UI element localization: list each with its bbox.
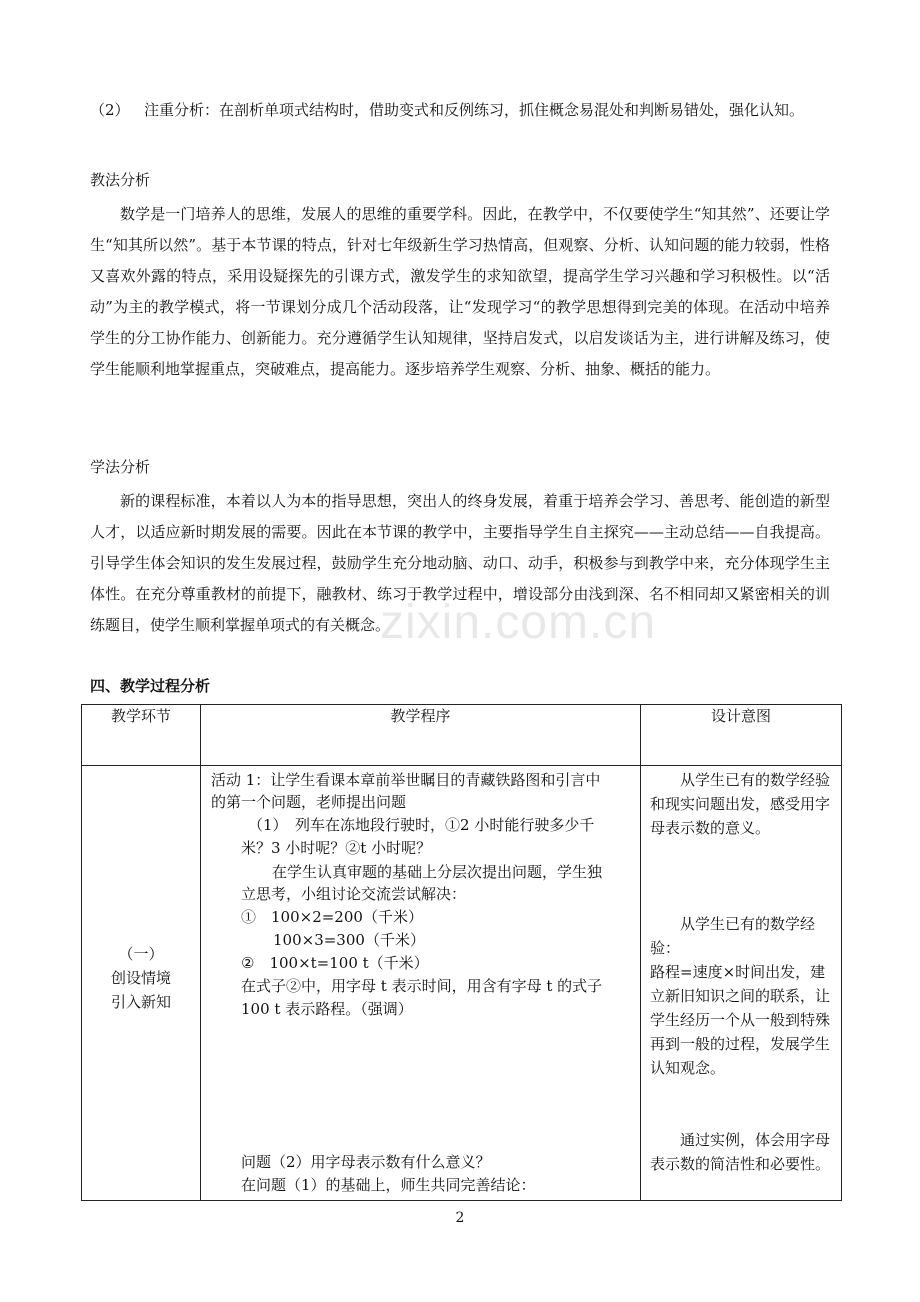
header-intent: 设计意图 [641,705,842,766]
teaching-method-heading: 教法分析 [90,171,151,189]
section-4-heading: 四、教学过程分析 [90,677,211,695]
program-line: ① 100×2=200（千米） [241,908,423,926]
intent-paragraph-2-lead: 从学生已有的数学经验： [650,915,816,957]
watermark: zixin.com.cn [380,596,657,649]
stage-label [82,942,200,1014]
program-cell [201,766,640,1200]
learning-method-paragraph: 新的课程标准，本着以人为本的指导思想，突出人的终身发展，着重于培养会学习、善思考、能创造的新型人才，以适应新时期发展的需要。因此在本节课的教学中，主要指导学生自主探究——主动总结——自我提高。引导学生体会知识的发生发展过程，鼓励学生充分地动脑、动口、动手，积极参与到教学中来，充分体现学生主体性。在充分尊重教材的前提下，融教材、练习于教学过程中，增设部分由浅到深、名不相同却又紧密相关的训练题目，使学生顺利掌握单项式的有关概念。 [90,492,830,634]
program-line: 问题（2）用字母表示数有什么意义？ [241,1153,491,1171]
page-number: 2 [455,1210,465,1226]
program-line: 100 t 表示路程。（强调） [241,1000,413,1018]
program-line: 的第一个问题，老师提出问题 [211,793,407,811]
program-line: 立思考，小组讨论交流尝试解决： [241,885,467,903]
stage-title-line-2: 引入新知 [110,993,171,1011]
program-line: 100×3=300（千米） [273,931,425,949]
program-line: 在学生认真审题的基础上分层次提出问题，学生独 [272,863,603,881]
table-row [82,766,842,1201]
header-program: 教学程序 [201,705,641,766]
stage-title-line-1: 创设情境 [110,969,171,987]
table-header-row [82,705,842,766]
intent-paragraph-2: 路程=速度×时间出发，建立新旧知识之间的联系，让学生经历一个从一般到特殊再到一般的过程，发展学生认知观念。 [650,963,831,1077]
program-line: ② 100×t=100 t（千米） [241,954,429,972]
teaching-process-table [81,704,842,1201]
program-line: 米？3 小时呢？②t 小时呢？ [241,839,432,857]
item-text: 注重分析：在剖析单项式结构时，借助变式和反例练习，抓住概念易混处和判断易错处，强化认知。 [144,101,805,119]
intent-paragraph-3: 通过实例，体会用字母表示数的简洁性和必要性。 [650,1131,831,1173]
stage-cell [82,766,200,1200]
teaching-method-paragraph: 数学是一门培养人的思维，发展人的思维的重要学科。因此，在教学中，不仅要使学生“知其然”、还要让学生“知其所以然”。基于本节课的特点，针对七年级新生学习热情高，但观察、分析、认知问题的能力较弱，性格又喜欢外露的特点，采用设疑探先的引课方式，激发学生的求知欲望，提高学生学习兴趣和学习积极性。以“活动”为主的教学模式，将一节课划分成几个活动段落，让“发现学习“的教学思想得到完美的体现。在活动中培养学生的分工协作能力、创新能力。充分遵循学生认知规律，坚持启发式，以启发谈话为主，进行讲解及练习，使学生能顺利地掌握重点，突破难点，提高能力。逐步培养学生观察、分析、抽象、概括的能力。 [90,205,830,378]
program-line: 在式子②中，用字母 t 表示时间，用含有字母 t 的式子 [241,977,603,995]
item-number: （2） [90,101,130,119]
program-line: （1） 列车在冻地段行驶时，①2 小时能行驶多少千 [248,816,595,834]
stage-number: （一） [118,945,164,963]
header-stage: 教学环节 [82,705,201,766]
intent-cell [641,766,841,1200]
program-line: 活动 1：让学生看课本章前举世瞩目的青藏铁路图和引言中 [211,771,601,789]
intent-paragraph-1: 从学生已有的数学经验和现实问题出发，感受用字母表示数的意义。 [650,771,831,837]
learning-method-heading: 学法分析 [90,458,151,476]
program-line: 在问题（1）的基础上，师生共同完善结论： [241,1176,536,1194]
